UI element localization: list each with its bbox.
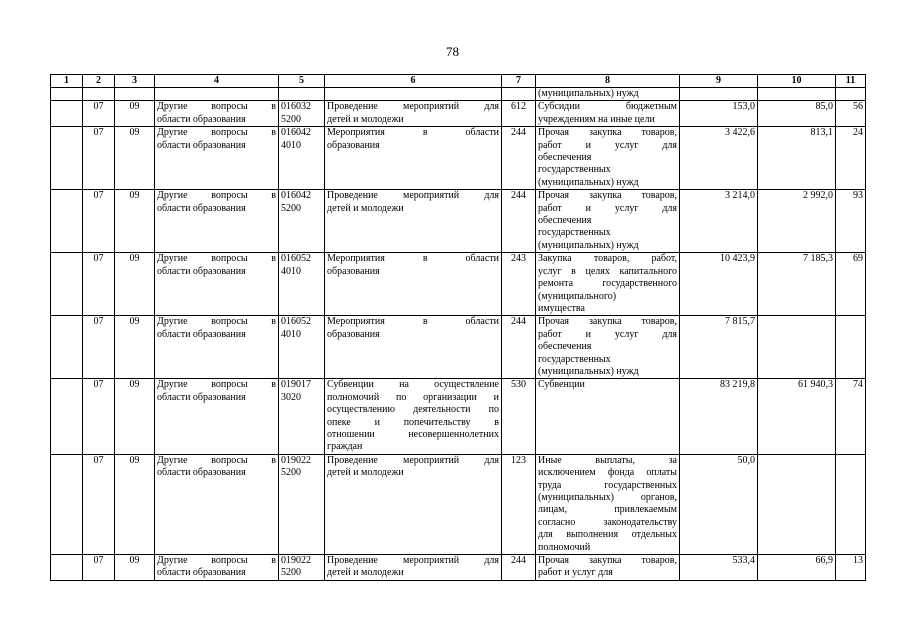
section-name-cell (155, 555, 279, 581)
expense-type-cell (536, 555, 680, 581)
planned-amount-cell: 83 219,8 (680, 379, 758, 454)
cell-line: осуществлению деятельности по (327, 404, 499, 416)
executed-amount-cell (758, 316, 836, 379)
target-name-cell (325, 454, 502, 554)
page-number: 78 (446, 44, 459, 59)
table-row (51, 379, 866, 454)
section-name-cell (155, 101, 279, 127)
section-cell: 07 (83, 253, 115, 316)
executed-amount-cell: 2 992,0 (758, 190, 836, 253)
subsection-cell: 09 (115, 379, 155, 454)
target-name-cell (325, 101, 502, 127)
cell-line: имущества (538, 302, 585, 314)
cell-line: ремонта государственного (538, 278, 677, 290)
expense-code-cell: 244 (502, 555, 536, 581)
cell-line: Другие вопросы в (157, 316, 276, 328)
cell-line: обеспечения (538, 341, 592, 353)
cell-line: области образования (157, 328, 246, 340)
cell-line: области образования (157, 202, 246, 214)
expense-code-cell: 612 (502, 101, 536, 127)
expense-code-cell: 244 (502, 316, 536, 379)
subsection-cell: 09 (115, 555, 155, 581)
target-code-cell (279, 316, 325, 379)
cell-line: 016052 (281, 316, 311, 328)
expense-type-cell (536, 190, 680, 253)
expense-type-cell (536, 379, 680, 454)
target-code-cell (279, 127, 325, 190)
cell-line: полномочий (538, 541, 591, 553)
cell-line: области образования (157, 467, 246, 479)
cell-line: области образования (157, 113, 246, 125)
cell-line: для выполнения отдельных (538, 529, 677, 541)
expense-code-cell: 244 (502, 127, 536, 190)
cell-line: Другие вопросы в (157, 454, 276, 466)
planned-amount-cell: 533,4 (680, 555, 758, 581)
header-cell: 2 (83, 75, 115, 88)
cell-line: Прочая закупка товаров, (538, 316, 677, 328)
cell-line: Проведение мероприятий для (327, 555, 499, 567)
planned-amount-cell: 7 815,7 (680, 316, 758, 379)
expense-type-cell (536, 454, 680, 554)
cell-line: (муниципальных) нужд (538, 239, 639, 251)
empty-cell (51, 127, 83, 190)
target-code-cell (279, 454, 325, 554)
cell-line: Проведение мероприятий для (327, 190, 499, 202)
section-name-cell (155, 190, 279, 253)
section-cell: 07 (83, 454, 115, 554)
expense-code-cell: 123 (502, 454, 536, 554)
cell-line: области образования (157, 139, 246, 151)
cell-line: 5200 (281, 113, 301, 125)
cell-line: Субвенции (538, 379, 585, 391)
executed-amount-cell: 813,1 (758, 127, 836, 190)
empty-cell (51, 101, 83, 127)
header-cell: 3 (115, 75, 155, 88)
cell-line: (муниципального) (538, 290, 617, 302)
subsection-cell: 09 (115, 253, 155, 316)
cell-line: 4010 (281, 139, 301, 151)
target-code-cell (279, 253, 325, 316)
cell-line: Мероприятия в области (327, 253, 499, 265)
cell-line: 016032 (281, 101, 311, 113)
cell-line: 016052 (281, 253, 311, 265)
percent-cell: 74 (836, 379, 866, 454)
header-cell: 8 (536, 75, 680, 88)
cell-line: Проведение мероприятий для (327, 101, 499, 113)
cell-line: образования (327, 139, 380, 151)
target-code-cell (279, 101, 325, 127)
table-row (51, 190, 866, 253)
section-name-cell (155, 253, 279, 316)
header-cell: 5 (279, 75, 325, 88)
table-header (51, 75, 866, 88)
cell-line: Прочая закупка товаров, (538, 555, 677, 567)
section-cell: 07 (83, 316, 115, 379)
table-row (51, 253, 866, 316)
cell-line: Другие вопросы в (157, 555, 276, 567)
section-cell: 07 (83, 127, 115, 190)
executed-amount-cell (758, 454, 836, 554)
cell-line: 019022 (281, 454, 311, 466)
cell-line: государственных (538, 164, 611, 176)
empty-cell (51, 379, 83, 454)
table-row (51, 454, 866, 554)
executed-amount-cell: 85,0 (758, 101, 836, 127)
cell-line: государственных (538, 353, 611, 365)
table-row (51, 316, 866, 379)
expense-type-cell (536, 253, 680, 316)
cell-line: Прочая закупка товаров, (538, 127, 677, 139)
header-cell: 4 (155, 75, 279, 88)
cell-line: обеспечения (538, 152, 592, 164)
empty-cell (51, 253, 83, 316)
cell-line: 4010 (281, 265, 301, 277)
target-code-cell (279, 379, 325, 454)
expense-type-cell (536, 316, 680, 379)
subsection-cell: 09 (115, 101, 155, 127)
cell-line: 016042 (281, 190, 311, 202)
section-name-cell (155, 127, 279, 190)
empty-cell (51, 454, 83, 554)
planned-amount-cell: 153,0 (680, 101, 758, 127)
cell-line: согласно законодательству (538, 516, 677, 528)
executed-amount-cell: 61 940,3 (758, 379, 836, 454)
target-name-cell (325, 190, 502, 253)
percent-cell: 69 (836, 253, 866, 316)
section-name-cell (155, 316, 279, 379)
cell-line: 016042 (281, 127, 311, 139)
cell-line: работ и услуг для (538, 139, 677, 151)
table-row (51, 127, 866, 190)
cell-line: обеспечения (538, 215, 592, 227)
cell-line: государственных (538, 227, 611, 239)
cell-line: Субвенции на осуществление (327, 379, 499, 391)
empty-cell (51, 316, 83, 379)
header-cell: 10 (758, 75, 836, 88)
target-name-cell (325, 127, 502, 190)
cell-line: 5200 (281, 202, 301, 214)
cell-line: работ и услуг для (538, 328, 677, 340)
cell-line: Другие вопросы в (157, 101, 276, 113)
percent-cell: 56 (836, 101, 866, 127)
section-cell: 07 (83, 190, 115, 253)
cell-line: 019022 (281, 555, 311, 567)
cell-line: 019017 (281, 379, 311, 391)
section-cell: 07 (83, 555, 115, 581)
table-row (51, 101, 866, 127)
expense-type-cell (536, 127, 680, 190)
cell-line: Иные выплаты, за (538, 454, 677, 466)
subsection-cell: 09 (115, 316, 155, 379)
cell-line: работ и услуг для (538, 567, 613, 579)
cell-line: Субсидии бюджетным (538, 101, 677, 113)
cell-line: 5200 (281, 567, 301, 579)
percent-cell: 93 (836, 190, 866, 253)
cell-line: детей и молодежи (327, 567, 404, 579)
cell-line: отношении несовершеннолетних (327, 428, 499, 440)
planned-amount-cell: 10 423,9 (680, 253, 758, 316)
executed-amount-cell: 7 185,3 (758, 253, 836, 316)
percent-cell (836, 454, 866, 554)
cell-line: лицам, привлекаемым (538, 504, 677, 516)
section-cell: 07 (83, 379, 115, 454)
percent-cell (836, 316, 866, 379)
cell-line: детей и молодежи (327, 113, 404, 125)
subsection-cell: 09 (115, 127, 155, 190)
target-name-cell (325, 555, 502, 581)
expense-type-cell: (муниципальных) нужд (536, 88, 680, 101)
cell-line: труда государственных (538, 479, 677, 491)
empty-cell (51, 555, 83, 581)
target-name-cell (325, 379, 502, 454)
cell-line: Другие вопросы в (157, 190, 276, 202)
cell-line: 5200 (281, 467, 301, 479)
cell-line: 4010 (281, 328, 301, 340)
expense-code-cell: 530 (502, 379, 536, 454)
header-cell: 7 (502, 75, 536, 88)
cell-line: образования (327, 328, 380, 340)
cell-line: области образования (157, 567, 246, 579)
cell-line: детей и молодежи (327, 467, 404, 479)
cell-line: области образования (157, 391, 246, 403)
cell-line: области образования (157, 265, 246, 277)
cell-line: исключением фонда оплаты (538, 467, 677, 479)
cell-line: (муниципальных) нужд (538, 365, 639, 377)
header-cell: 6 (325, 75, 502, 88)
cell-line: граждан (327, 441, 363, 453)
section-name-cell (155, 454, 279, 554)
cell-line: Мероприятия в области (327, 316, 499, 328)
cell-line: Прочая закупка товаров, (538, 190, 677, 202)
cell-line: опеке и попечительству в (327, 416, 499, 428)
cell-line: 3020 (281, 391, 301, 403)
section-name-cell (155, 379, 279, 454)
executed-amount-cell: 66,9 (758, 555, 836, 581)
cell-line: (муниципальных) органов, (538, 492, 677, 503)
cell-line: полномочий по организации и (327, 391, 499, 403)
cell-line: детей и молодежи (327, 202, 404, 214)
percent-cell: 13 (836, 555, 866, 581)
target-name-cell (325, 316, 502, 379)
target-code-cell (279, 555, 325, 581)
subsection-cell: 09 (115, 454, 155, 554)
cell-line: Другие вопросы в (157, 379, 276, 391)
cell-line: (муниципальных) нужд (538, 176, 639, 188)
planned-amount-cell: 3 422,6 (680, 127, 758, 190)
table-row (51, 555, 866, 581)
expense-code-cell: 244 (502, 190, 536, 253)
planned-amount-cell: 50,0 (680, 454, 758, 554)
expense-type-cell (536, 101, 680, 127)
cell-line: Мероприятия в области (327, 127, 499, 139)
cell-line: услуг в целях капитального (538, 265, 677, 277)
header-cell: 1 (51, 75, 83, 88)
cell-line: Проведение мероприятий для (327, 454, 499, 466)
cell-line: Другие вопросы в (157, 127, 276, 139)
target-code-cell (279, 190, 325, 253)
section-cell: 07 (83, 101, 115, 127)
cell-line: учреждениям на иные цели (538, 113, 655, 125)
target-name-cell (325, 253, 502, 316)
header-cell: 9 (680, 75, 758, 88)
expense-code-cell: 243 (502, 253, 536, 316)
subsection-cell: 09 (115, 190, 155, 253)
cell-line: Закупка товаров, работ, (538, 253, 677, 265)
cell-line: образования (327, 265, 380, 277)
cell-line: Другие вопросы в (157, 253, 276, 265)
header-cell: 11 (836, 75, 866, 88)
percent-cell: 24 (836, 127, 866, 190)
continuation-row (51, 88, 866, 101)
planned-amount-cell: 3 214,0 (680, 190, 758, 253)
budget-table (50, 74, 866, 581)
cell-line: работ и услуг для (538, 202, 677, 214)
empty-cell (51, 190, 83, 253)
